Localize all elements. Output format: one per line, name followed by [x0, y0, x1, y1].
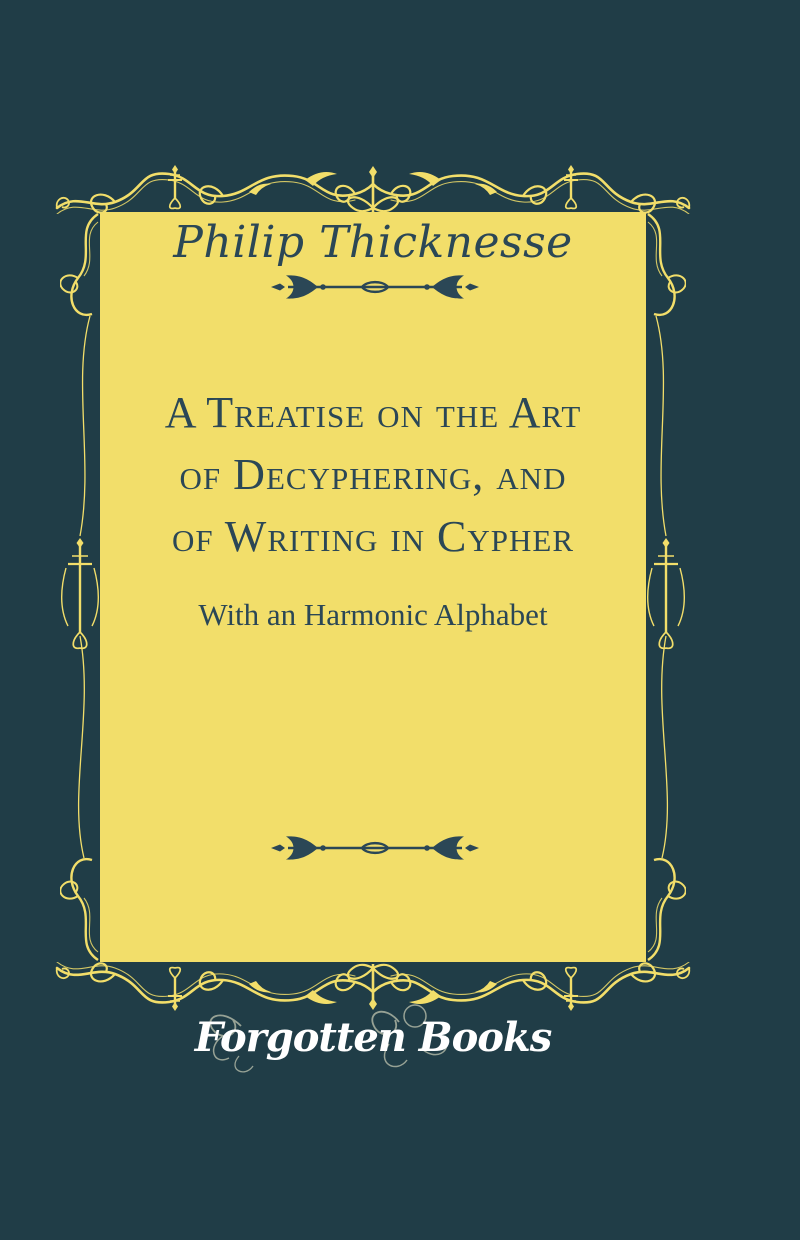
book-subtitle: With an Harmonic Alphabet	[198, 597, 548, 632]
top-flourish-border-ornament	[53, 164, 693, 214]
title-line: of Writing in Cypher	[171, 512, 575, 561]
publisher-logo	[53, 1000, 693, 1090]
publisher-name: Forgotten Books	[194, 1014, 552, 1061]
title-line: A Treatise on the Art	[164, 388, 582, 437]
left-flourish-border-ornament	[60, 212, 100, 962]
arrow-divider-ornament	[270, 272, 480, 302]
right-flourish-border-ornament	[646, 212, 686, 962]
title-line: of Decyphering, and	[179, 450, 567, 499]
arrow-divider-ornament	[270, 833, 480, 863]
book-title	[100, 382, 646, 568]
author-name: Philip Thicknesse	[173, 216, 573, 268]
